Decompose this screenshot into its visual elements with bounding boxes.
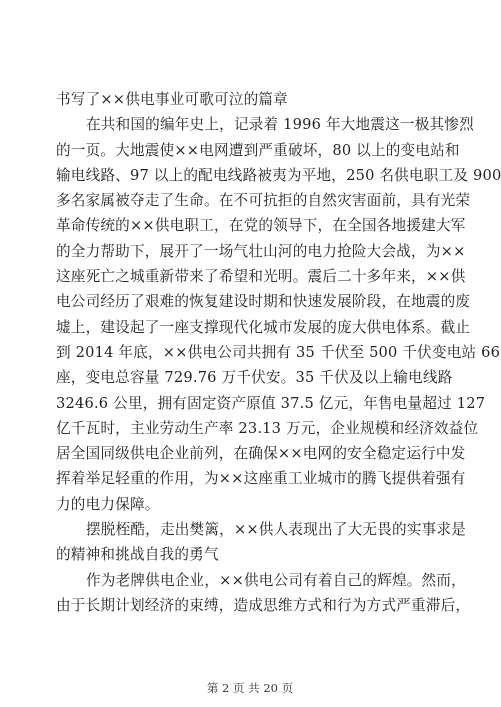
paragraph-line: 3246.6 公里，拥有固定资产原值 37.5 亿元，年售电量超过 127: [56, 394, 486, 412]
paragraph-line: 作为老牌供电企业，××供电公司有着自己的辉煌。然而，: [86, 571, 466, 589]
paragraph-line: 在共和国的编年史上，记录着 1996 年大地震这一极其惨烈: [86, 116, 474, 134]
paragraph-line: 多名家属被夺走了生命。在不可抗拒的自然灾害面前，具有光荣: [56, 192, 471, 210]
heading-line: 书写了××供电事业可歌可泣的篇章: [56, 91, 288, 108]
paragraph-line: 墟上，建设起了一座支撑现代化城市发展的庞大供电体系。截止: [56, 318, 471, 336]
paragraph-line: 座，变电总容量 729.76 万千伏安。35 千伏及以上输电线路: [56, 369, 453, 387]
paragraph-line: 亿千瓦时，主业劳动生产率 23.13 万元，企业规模和经济效益位: [56, 419, 479, 437]
paragraph-line: 居全国同级供电企业前列，在确保××电网的安全稳定运行中发: [56, 445, 466, 463]
paragraph-line: 这座死亡之城重新带来了希望和光明。震后二十多年来，××供: [56, 268, 466, 286]
paragraph-line: 由于长期计划经济的束缚，造成思维方式和行为方式严重滞后，: [56, 596, 471, 614]
paragraph-line: 力的电力保障。: [56, 495, 160, 513]
page-number-footer: 第 2 页 共 20 页: [206, 681, 294, 695]
paragraph-line: 的全力帮助下，展开了一场气壮山河的电力抢险大会战，为××: [56, 242, 466, 260]
paragraph-line: 的精神和挑战自我的勇气: [56, 546, 219, 564]
paragraph-line: 挥着举足轻重的作用，为××这座重工业城市的腾飞提供着强有: [56, 470, 466, 488]
document-body: [56, 87, 501, 618]
paragraph-line: 革命传统的××供电职工，在党的领导下，在全国各地援建大军: [56, 217, 466, 235]
paragraph-line: 电公司经历了艰难的恢复建设时期和快速发展阶段，在地震的废: [56, 293, 471, 311]
paragraph-line: 输电线路、97 以上的配电线路被夷为平地，250 名供电职工及 900: [56, 166, 501, 184]
paragraph-line: 的一页。大地震使××电网遭到严重破坏，80 以上的变电站和: [56, 141, 460, 159]
paragraph-line: 到 2014 年底，××供电公司共拥有 35 千伏至 500 千伏变电站 66: [56, 343, 501, 361]
paragraph-line: 摆脱桎酷，走出樊篱，××供人表现出了大无畏的实事求是: [86, 521, 466, 539]
